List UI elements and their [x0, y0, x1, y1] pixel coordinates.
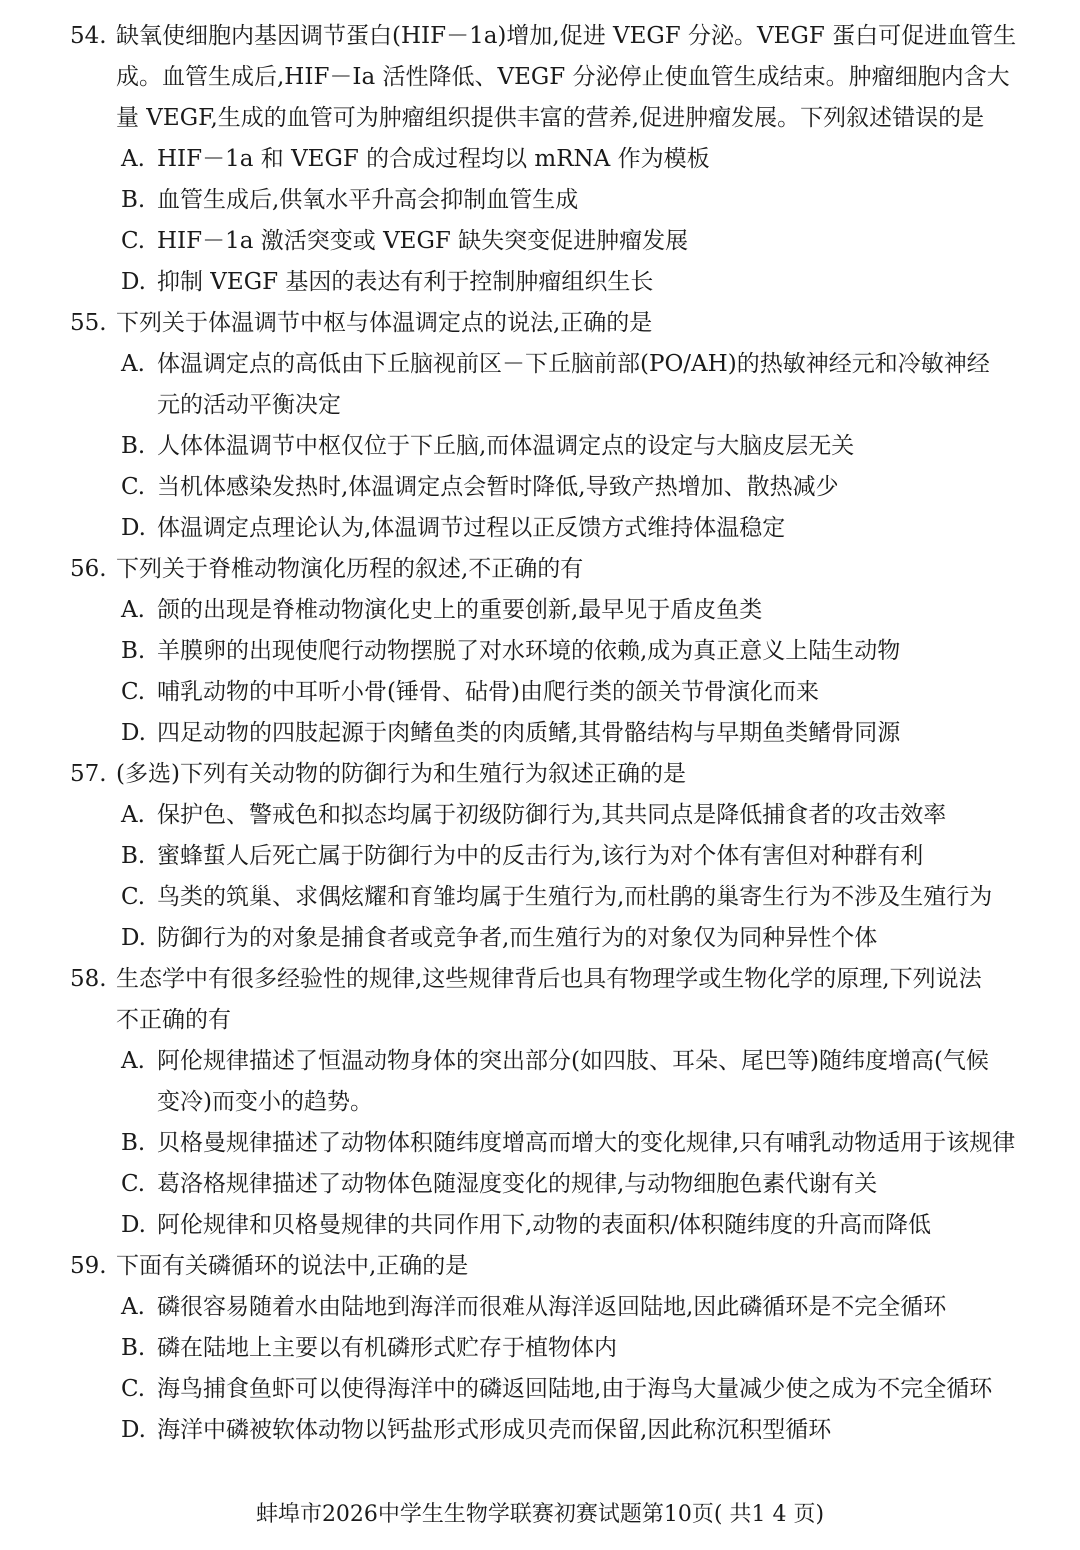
option-text-continued: 元的活动平衡决定: [157, 392, 341, 418]
question-number: 58.: [70, 966, 107, 992]
option-text: 体温调定点的高低由下丘脑视前区－下丘脑前部(PO/AH)的热敏神经元和冷敏神经: [157, 351, 990, 377]
option-c: [0, 672, 1080, 713]
question-number: 56.: [70, 556, 107, 582]
option-b: [0, 426, 1080, 467]
option-letter: B.: [121, 187, 146, 213]
option-b: [0, 836, 1080, 877]
question-stem-line: [0, 754, 1080, 795]
option-text: 体温调定点理论认为,体温调节过程以正反馈方式维持体温稳定: [157, 515, 786, 541]
option-letter: C.: [121, 1171, 146, 1197]
question-stem-text: 下列关于体温调节中枢与体温调定点的说法,正确的是: [116, 310, 653, 336]
option-b: [0, 631, 1080, 672]
option-text: 贝格曼规律描述了动物体积随纬度增高而增大的变化规律,只有哺乳动物适用于该规律: [157, 1130, 1016, 1156]
option-a: [0, 344, 1080, 385]
question-number: 54.: [70, 23, 107, 49]
option-d: [0, 262, 1080, 303]
option-text: 阿伦规律和贝格曼规律的共同作用下,动物的表面积/体积随纬度的升高而降低: [157, 1212, 932, 1238]
question-55: [0, 303, 1080, 549]
option-text: 阿伦规律描述了恒温动物身体的突出部分(如四肢、耳朵、尾巴等)随纬度增高(气候: [157, 1048, 989, 1074]
option-letter: C.: [121, 228, 146, 254]
option-text: 防御行为的对象是捕食者或竞争者,而生殖行为的对象仅为同种异性个体: [157, 925, 878, 951]
option-letter: C.: [121, 884, 146, 910]
option-a: [0, 795, 1080, 836]
option-a: [0, 590, 1080, 631]
option-text: HIF－1a 激活突变或 VEGF 缺失突变促进肿瘤发展: [157, 228, 689, 254]
option-letter: A.: [121, 1048, 145, 1074]
option-c: [0, 221, 1080, 262]
option-letter: C.: [121, 679, 146, 705]
option-text: 保护色、警戒色和拟态均属于初级防御行为,其共同点是降低捕食者的攻击效率: [157, 802, 947, 828]
question-stem-line: [0, 16, 1080, 57]
option-text: 颌的出现是脊椎动物演化史上的重要创新,最早见于盾皮鱼类: [157, 597, 763, 623]
option-d: [0, 918, 1080, 959]
option-text: 葛洛格规律描述了动物体色随湿度变化的规律,与动物细胞色素代谢有关: [157, 1171, 878, 1197]
option-c: [0, 467, 1080, 508]
option-d: [0, 508, 1080, 549]
option-text: 鸟类的筑巢、求偶炫耀和育雏均属于生殖行为,而杜鹃的巢寄生行为不涉及生殖行为: [157, 884, 993, 910]
option-letter: B.: [121, 433, 146, 459]
question-number: 57.: [70, 761, 107, 787]
option-text: 当机体感染发热时,体温调定点会暂时降低,导致产热增加、散热减少: [157, 474, 839, 500]
option-b: [0, 1328, 1080, 1369]
question-stem-text: (多选)下列有关动物的防御行为和生殖行为叙述正确的是: [116, 761, 686, 787]
option-letter: B.: [121, 638, 146, 664]
option-text: 海鸟捕食鱼虾可以使得海洋中的磷返回陆地,由于海鸟大量减少使之成为不完全循环: [157, 1376, 993, 1402]
option-b: [0, 180, 1080, 221]
question-stem-text: 生态学中有很多经验性的规律,这些规律背后也具有物理学或生物化学的原理,下列说法: [116, 966, 982, 992]
option-d: [0, 1410, 1080, 1451]
question-stem-line: [0, 549, 1080, 590]
question-56: [0, 549, 1080, 754]
question-59: [0, 1246, 1080, 1451]
option-a: [0, 1041, 1080, 1082]
option-letter: D.: [121, 269, 146, 295]
option-letter: A.: [121, 351, 145, 377]
option-letter: A.: [121, 802, 145, 828]
option-text: 羊膜卵的出现使爬行动物摆脱了对水环境的依赖,成为真正意义上陆生动物: [157, 638, 901, 664]
question-stem-line: 成。血管生成后,HIF－Ia 活性降低、VEGF 分泌停止使血管生成结束。肿瘤细胞内含大: [116, 64, 1010, 90]
option-letter: D.: [121, 720, 146, 746]
option-text-continued: 变冷)而变小的趋势。: [157, 1089, 373, 1115]
page-footer: 蚌埠市2026中学生生物学联赛初赛试题第10页( 共1 4 页): [255, 1502, 825, 1527]
option-letter: D.: [121, 925, 146, 951]
question-number: 55.: [70, 310, 107, 336]
option-letter: A.: [121, 597, 145, 623]
option-d: [0, 713, 1080, 754]
option-letter: C.: [121, 1376, 146, 1402]
question-58: [0, 959, 1080, 1246]
option-text: 四足动物的四肢起源于肉鳍鱼类的肉质鳍,其骨骼结构与早期鱼类鳍骨同源: [157, 720, 901, 746]
option-letter: A.: [121, 146, 145, 172]
question-stem-text: 下列关于脊椎动物演化历程的叙述,不正确的有: [116, 556, 584, 582]
question-54: [0, 16, 1080, 303]
option-letter: C.: [121, 474, 146, 500]
option-letter: D.: [121, 515, 146, 541]
option-letter: A.: [121, 1294, 145, 1320]
option-c: [0, 877, 1080, 918]
option-text: 哺乳动物的中耳听小骨(锤骨、砧骨)由爬行类的颌关节骨演化而来: [157, 679, 819, 705]
option-letter: D.: [121, 1417, 146, 1443]
option-text: 磷在陆地上主要以有机磷形式贮存于植物体内: [157, 1335, 617, 1361]
option-text: 血管生成后,供氧水平升高会抑制血管生成: [157, 187, 579, 213]
option-text: 抑制 VEGF 基因的表达有利于控制肿瘤组织生长: [157, 269, 654, 295]
question-stem-text: 缺氧使细胞内基因调节蛋白(HIF－1a)增加,促进 VEGF 分泌。VEGF 蛋白可促进血管生: [116, 23, 1017, 49]
option-text: 人体体温调节中枢仅位于下丘脑,而体温调定点的设定与大脑皮层无关: [157, 433, 855, 459]
question-stem-line: [0, 1246, 1080, 1287]
option-letter: B.: [121, 1335, 146, 1361]
option-d: [0, 1205, 1080, 1246]
option-b: [0, 1123, 1080, 1164]
option-letter: D.: [121, 1212, 146, 1238]
option-a: [0, 1287, 1080, 1328]
option-c: [0, 1164, 1080, 1205]
question-stem-line: [0, 303, 1080, 344]
question-stem-text: 下面有关磷循环的说法中,正确的是: [116, 1253, 469, 1279]
question-number: 59.: [70, 1253, 107, 1279]
option-text: 海洋中磷被软体动物以钙盐形式形成贝壳而保留,因此称沉积型循环: [157, 1417, 832, 1443]
option-c: [0, 1369, 1080, 1410]
option-text: 磷很容易随着水由陆地到海洋而很难从海洋返回陆地,因此磷循环是不完全循环: [157, 1294, 947, 1320]
option-letter: B.: [121, 843, 146, 869]
option-a: [0, 139, 1080, 180]
option-text: HIF－1a 和 VEGF 的合成过程均以 mRNA 作为模板: [157, 146, 710, 172]
option-letter: B.: [121, 1130, 146, 1156]
question-stem-line: 量 VEGF,生成的血管可为肿瘤组织提供丰富的营养,促进肿瘤发展。下列叙述错误的是: [116, 105, 985, 131]
question-list: [0, 16, 1080, 1451]
question-stem-line: 不正确的有: [116, 1007, 231, 1033]
option-text: 蜜蜂蜇人后死亡属于防御行为中的反击行为,该行为对个体有害但对种群有利: [157, 843, 924, 869]
question-57: [0, 754, 1080, 959]
question-stem-line: [0, 959, 1080, 1000]
